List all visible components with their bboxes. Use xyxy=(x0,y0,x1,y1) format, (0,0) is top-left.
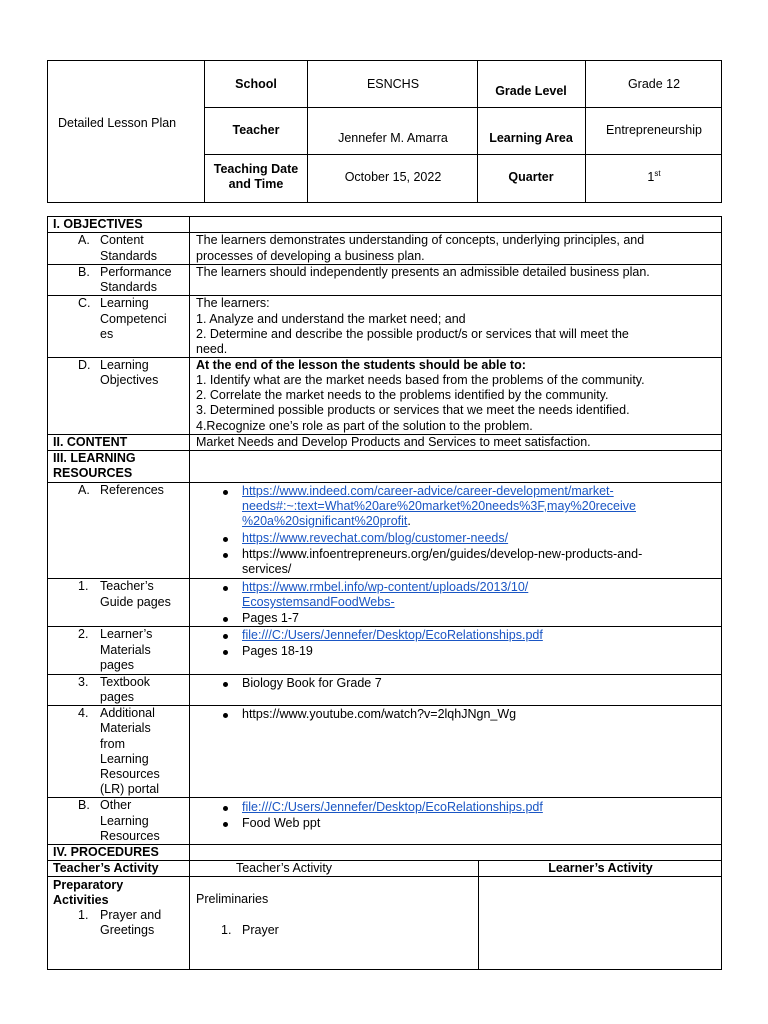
lesson-plan-title: Detailed Lesson Plan xyxy=(58,116,177,130)
school-value: ESNCHS xyxy=(366,77,420,91)
quarter-value: 1st xyxy=(647,168,661,184)
additional-materials-label-2: Materials xyxy=(100,721,151,735)
grade-level-value: Grade 12 xyxy=(627,77,681,91)
additional-materials-label-3: from xyxy=(100,737,125,751)
additional-materials-label-5: Resources xyxy=(100,767,160,781)
procedures-col-teacher-label: Teacher’s Activity xyxy=(53,861,159,875)
content-standards-label-1: Content xyxy=(100,233,144,247)
references-label: References xyxy=(100,483,164,497)
learners-materials-link[interactable]: file:///C:/Users/Jennefer/Desktop/EcoRelationships.pdf xyxy=(242,628,543,642)
resources-heading-2: RESOURCES xyxy=(53,466,133,480)
bullet-icon xyxy=(223,713,228,718)
additional-materials-label-6: (LR) portal xyxy=(100,782,160,796)
reference-link-indeed[interactable]: https://www.indeed.com/career-advice/career-development/market- xyxy=(242,484,614,498)
additional-materials-number: 4. xyxy=(78,706,89,720)
learners-materials-label-2: Materials xyxy=(100,643,151,657)
textbook-number: 3. xyxy=(78,675,89,689)
learning-objective-item: 4.Recognize one’s role as part of the solution to the problem. xyxy=(196,419,533,433)
competencies-label-2: Competenci xyxy=(100,312,167,326)
reference-text-infoentrepreneurs: https://www.infoentrepreneurs.org/en/guides/develop-new-products-and- xyxy=(242,547,643,561)
textbook-label-1: Textbook xyxy=(100,675,151,689)
competencies-text-4: need. xyxy=(196,342,228,356)
resources-heading-1: III. LEARNING xyxy=(53,451,136,465)
learning-area-value: Entrepreneurship xyxy=(606,123,702,137)
reference-link-indeed[interactable]: %20a%20significant%20profit xyxy=(242,514,408,528)
teachers-guide-link[interactable]: EcosystemsandFoodWebs- xyxy=(242,595,395,609)
teachers-guide-link[interactable]: https://www.rmbel.info/wp-content/uploads/2013/10/ xyxy=(242,580,529,594)
learning-objectives-label-2: Objectives xyxy=(100,373,159,387)
performance-standards-label-1: Performance xyxy=(100,265,172,279)
other-resources-label-3: Resources xyxy=(100,829,160,843)
learners-materials-pages: Pages 18-19 xyxy=(242,644,313,658)
reference-text-infoentrepreneurs: services/ xyxy=(242,562,292,576)
competencies-letter: C. xyxy=(78,296,91,310)
teaching-date-label-line1: Teaching Date xyxy=(213,162,299,176)
teaching-date-value: October 15, 2022 xyxy=(344,170,442,184)
bullet-icon xyxy=(223,650,228,655)
competencies-text-3: 2. Determine and describe the possible product/s or services that will meet the xyxy=(196,327,629,341)
prayer-number: 1. xyxy=(221,923,232,937)
learners-materials-number: 2. xyxy=(78,627,89,641)
bullet-icon xyxy=(223,490,228,495)
performance-standards-label-2: Standards xyxy=(100,280,157,294)
preparatory-label-1: Preparatory xyxy=(53,878,124,892)
content-standards-letter: A. xyxy=(78,233,90,247)
teachers-guide-label-1: Teacher’s xyxy=(100,579,154,593)
competencies-label-3: es xyxy=(100,327,114,341)
bullet-icon xyxy=(223,617,228,622)
performance-standards-text: The learners should independently presents an admissible detailed business plan. xyxy=(196,265,650,279)
learning-objective-item: 3. Determined possible products or services that we meet the needs identified. xyxy=(196,403,630,417)
teachers-guide-pages: Pages 1-7 xyxy=(242,611,299,625)
reference-link-revechat[interactable]: https://www.revechat.com/blog/customer-needs/ xyxy=(242,531,509,545)
learning-area-label: Learning Area xyxy=(489,131,573,145)
procedures-col-teacher-activity: Teacher’s Activity xyxy=(235,861,333,875)
bullet-icon xyxy=(223,553,228,558)
competencies-label-1: Learning xyxy=(100,296,149,310)
content-heading: II. CONTENT xyxy=(53,435,128,449)
preliminaries-label: Preliminaries xyxy=(196,892,269,906)
learners-materials-label-1: Learner’s xyxy=(100,627,153,641)
additional-materials-label-1: Additional xyxy=(100,706,155,720)
learners-materials-label-3: pages xyxy=(100,658,135,672)
additional-materials-label-4: Learning xyxy=(100,752,149,766)
bullet-icon xyxy=(223,634,228,639)
grade-level-label: Grade Level xyxy=(495,84,567,98)
textbook-label-2: pages xyxy=(100,690,135,704)
other-resources-label-2: Learning xyxy=(100,814,149,828)
competencies-text-2: 1. Analyze and understand the market need; and xyxy=(196,312,466,326)
references-letter: A. xyxy=(78,483,90,497)
procedures-col-learner-activity: Learner’s Activity xyxy=(548,861,653,875)
reference-link-indeed[interactable]: needs#:~:text=What%20are%20market%20needs%3F,may%20receive xyxy=(242,499,636,513)
learning-objectives-letter: D. xyxy=(78,358,91,372)
teacher-value: Jennefer M. Amarra xyxy=(338,131,448,145)
bullet-icon xyxy=(223,822,228,827)
quarter-label: Quarter xyxy=(508,170,554,184)
learning-objective-item: 2. Correlate the market needs to the problems identified by the community. xyxy=(196,388,609,402)
content-standards-text-2: processes of developing a business plan. xyxy=(196,249,425,263)
bullet-icon xyxy=(223,806,228,811)
prayer-greetings-label-1: Prayer and xyxy=(100,908,162,922)
other-resources-label-1: Other xyxy=(100,798,132,812)
learning-objectives-label-1: Learning xyxy=(100,358,149,372)
competencies-text-1: The learners: xyxy=(196,296,270,310)
content-standards-label-2: Standards xyxy=(100,249,157,263)
content-standards-text-1: The learners demonstrates understanding of concepts, underlying principles, and xyxy=(196,233,645,247)
content-text: Market Needs and Develop Products and Services to meet satisfaction. xyxy=(196,435,591,449)
bullet-icon xyxy=(223,537,228,542)
teachers-guide-number: 1. xyxy=(78,579,89,593)
prayer-greetings-number: 1. xyxy=(78,908,89,922)
reference-link-indeed-line3: %20a%20significant%20profit. xyxy=(242,514,411,528)
school-label: School xyxy=(235,77,277,91)
bullet-icon xyxy=(223,682,228,687)
bullet-icon xyxy=(223,586,228,591)
performance-standards-letter: B. xyxy=(78,265,90,279)
teacher-label: Teacher xyxy=(232,123,280,137)
preparatory-label-2: Activities xyxy=(53,893,109,907)
additional-materials-value: https://www.youtube.com/watch?v=2lqhJNgn_Wg xyxy=(242,707,517,721)
textbook-value: Biology Book for Grade 7 xyxy=(242,676,382,690)
prayer-label: Prayer xyxy=(242,923,279,937)
teachers-guide-label-2: Guide pages xyxy=(100,595,171,609)
learning-objectives-heading: At the end of the lesson the students should be able to: xyxy=(196,358,526,372)
procedures-heading: IV. PROCEDURES xyxy=(53,845,159,859)
prayer-greetings-label-2: Greetings xyxy=(100,923,155,937)
other-resources-letter: B. xyxy=(78,798,90,812)
other-resources-link[interactable]: file:///C:/Users/Jennefer/Desktop/EcoRelationships.pdf xyxy=(242,800,543,814)
objectives-heading: I. OBJECTIVES xyxy=(53,217,143,231)
learning-objective-item: 1. Identify what are the market needs based from the problems of the community. xyxy=(196,373,645,387)
teaching-date-label-line2: and Time xyxy=(228,177,284,191)
other-resources-value: Food Web ppt xyxy=(242,816,321,830)
